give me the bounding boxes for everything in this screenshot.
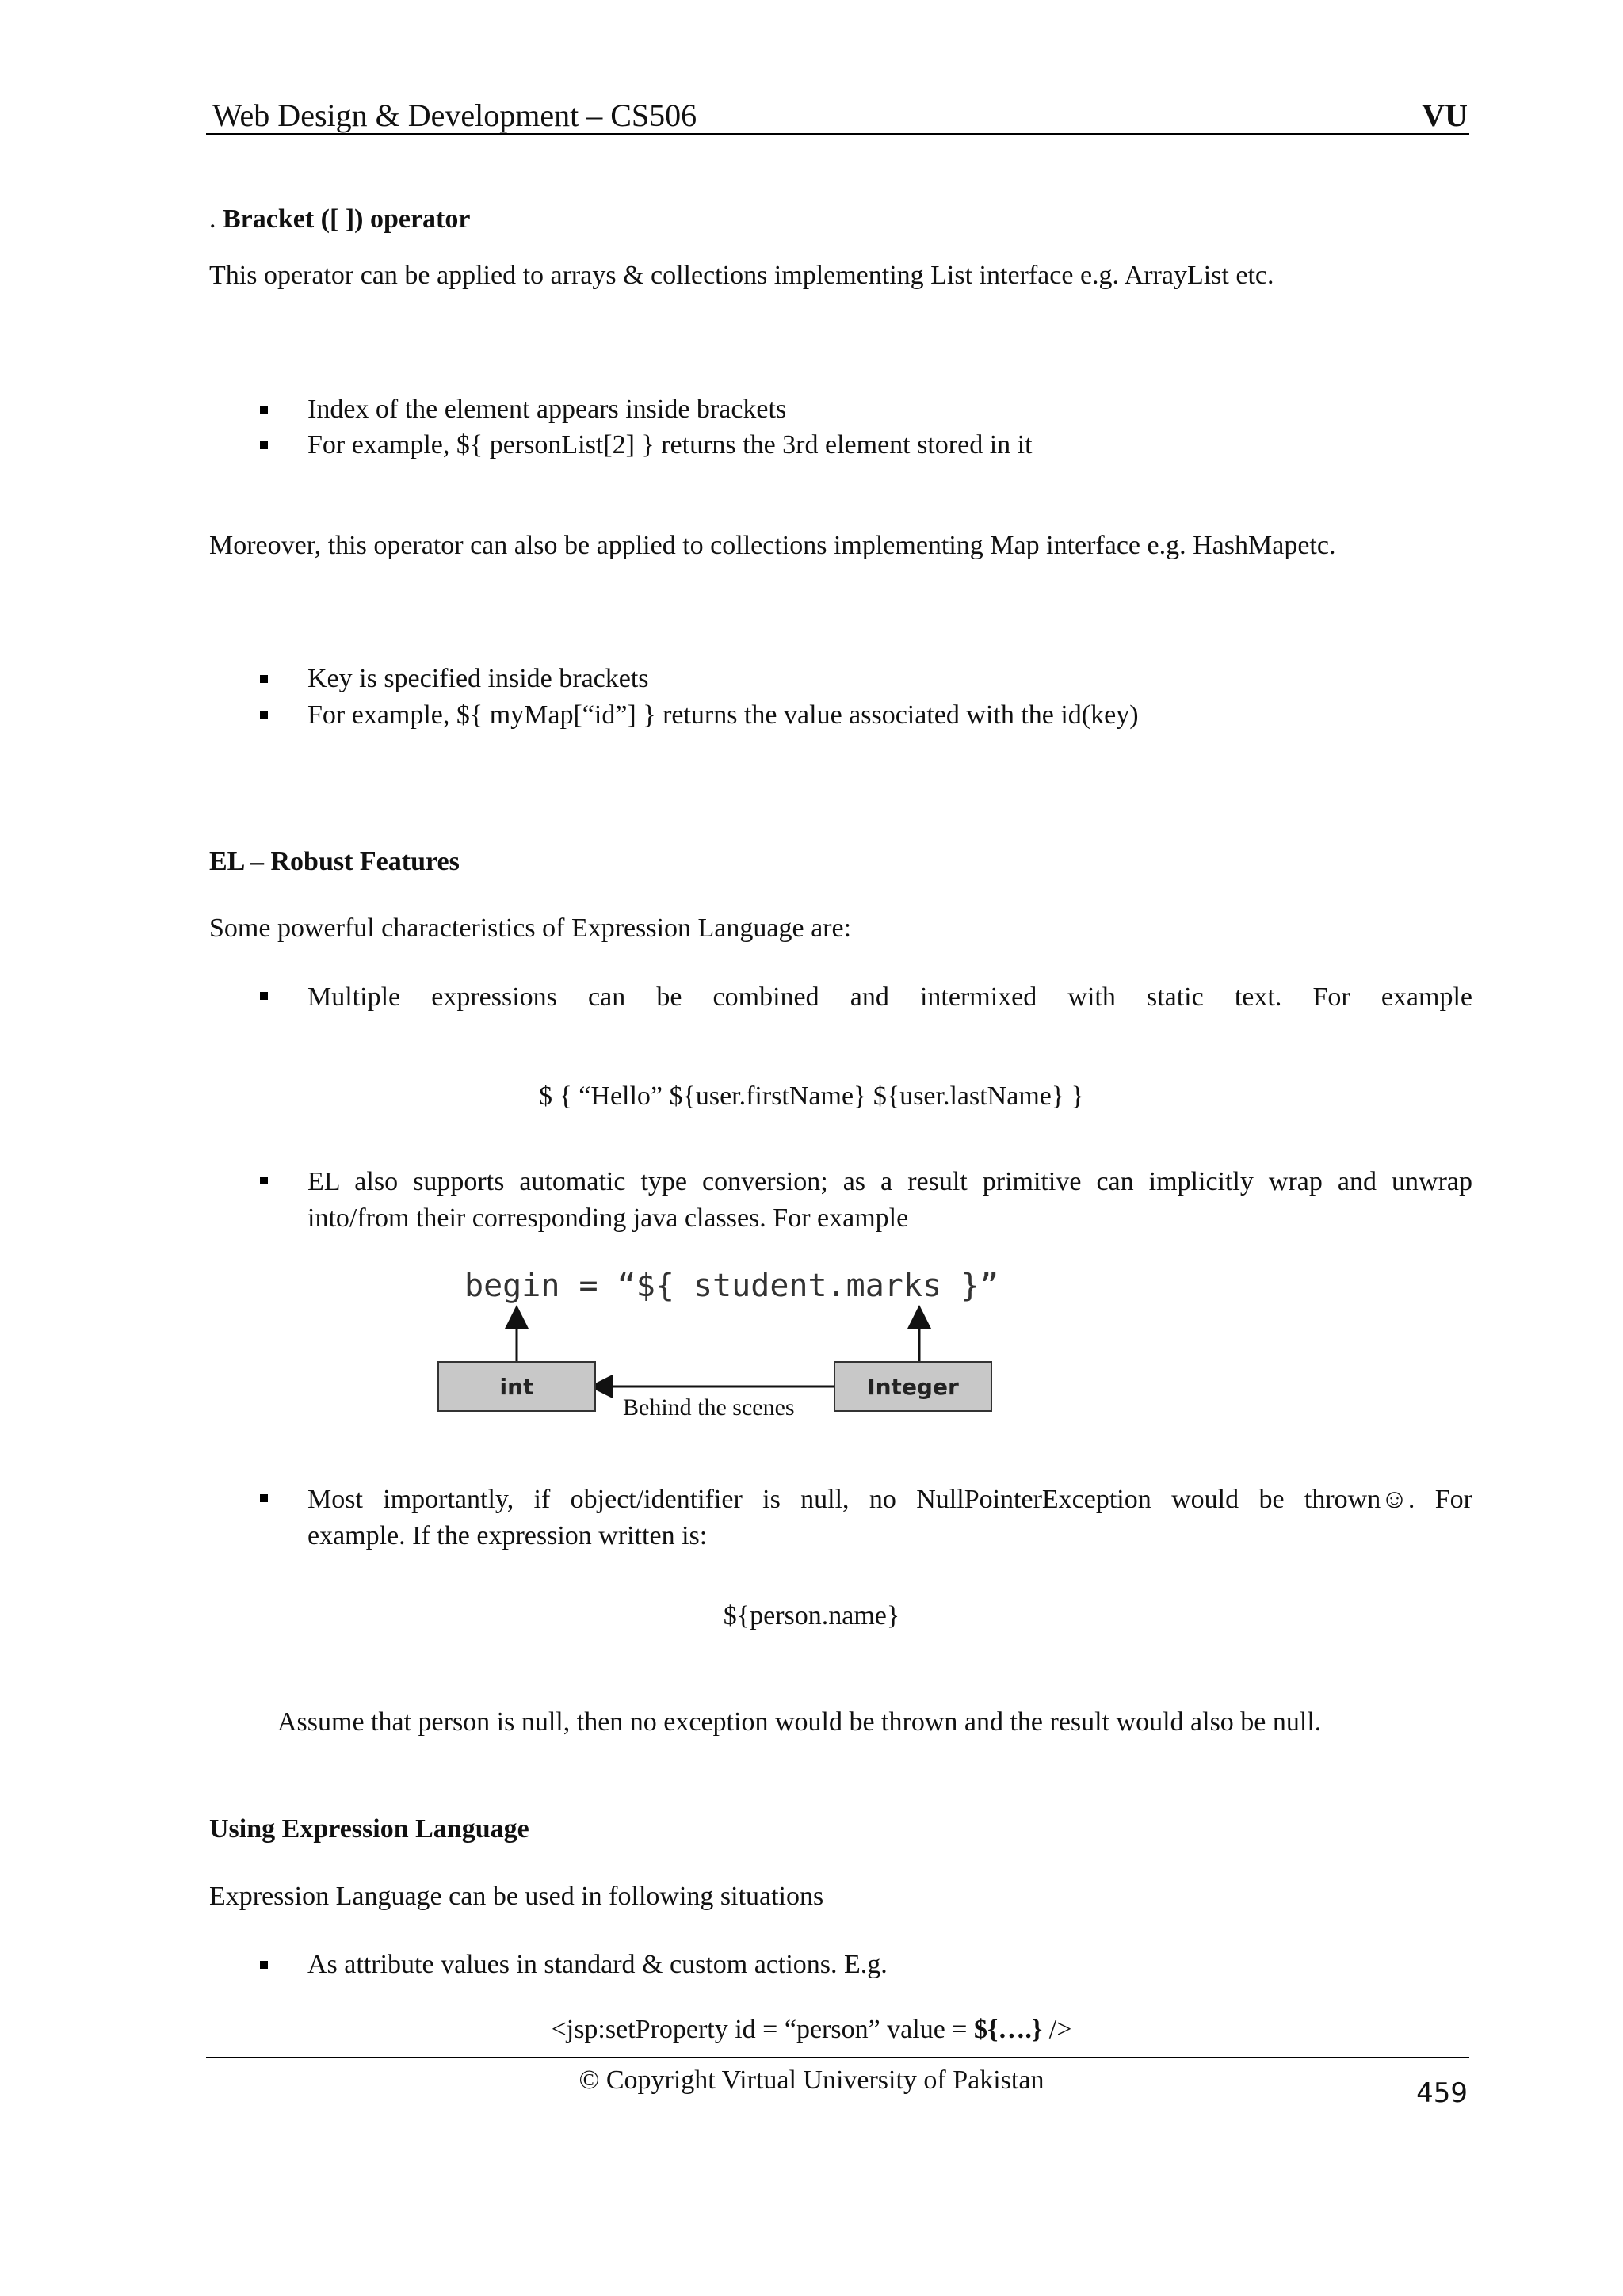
header-rule — [206, 133, 1469, 135]
paragraph-list-intro: This operator can be applied to arrays & collections implementing List interface e.g. ArrayList etc. — [209, 261, 1274, 290]
paragraph-robust-intro: Some powerful characteristics of Expression Language are: — [209, 913, 852, 943]
paragraph-using-intro: Expression Language can be used in following situations — [209, 1882, 824, 1911]
section-heading-using-el: Using Expression Language — [209, 1814, 529, 1844]
header-title: Web Design & Development – CS506 — [212, 97, 697, 133]
int-box: int — [437, 1361, 596, 1412]
bullet-marker — [260, 992, 268, 1000]
example-text: <jsp:setProperty id = “person” value = — [551, 2015, 974, 2044]
bullet-marker — [260, 1177, 268, 1184]
paragraph-map-intro: Moreover, this operator can also be applied to collections implementing Map interface e.g. HashMapetc. — [209, 531, 1336, 560]
paragraph-null-note: Assume that person is null, then no exception would be thrown and the result would also be null. — [277, 1707, 1322, 1737]
bullet-marker — [260, 441, 268, 449]
list-item-line: EL also supports automatic type conversion; as a result primitive can implicitly wrap and unwrap — [307, 1167, 1472, 1196]
bullet-marker — [260, 675, 268, 683]
section-heading-bracket — [209, 202, 470, 237]
type-conversion-diagram — [428, 1268, 1030, 1442]
header-org: VU — [1422, 97, 1468, 133]
bullet-marker — [260, 1961, 268, 1969]
list-item-line: into/from their corresponding java classes. For example — [307, 1203, 909, 1233]
list-item: Multiple expressions can be combined and intermixed with static text. For example — [307, 982, 1472, 1012]
bullet-marker — [260, 1494, 268, 1502]
diagram-code: begin = “${ student.marks }” — [464, 1268, 999, 1304]
page-number: 459 — [1416, 2077, 1468, 2109]
code-example-person: ${person.name} — [723, 1601, 900, 1630]
bullet-marker — [260, 406, 268, 414]
section-heading-robust: EL – Robust Features — [209, 847, 460, 876]
list-item: For example, ${ myMap[“id”] } returns the value associated with the id(key) — [307, 700, 1139, 730]
bullet-marker — [260, 711, 268, 719]
list-item-line: Most importantly, if object/identifier is null, no NullPointerException would be thrown☺. For — [307, 1485, 1472, 1514]
code-example-setproperty — [0, 2012, 1623, 2047]
list-item: For example, ${ personList[2] } returns the 3rd element stored in it — [307, 430, 1033, 460]
list-item: As attribute values in standard & custom actions. E.g. — [307, 1950, 888, 1979]
heading-dot: . — [209, 204, 216, 234]
arrow-label: Behind the scenes — [623, 1394, 795, 1421]
footer-copyright: © Copyright Virtual University of Pakistan — [579, 2065, 1044, 2095]
example-expression: ${….} — [974, 2015, 1043, 2044]
list-item: Index of the element appears inside brackets — [307, 395, 787, 424]
code-example-hello: $ { “Hello” ${user.firstName} ${user.lastName} } — [538, 1081, 1085, 1111]
heading-text: Bracket ([ ]) operator — [223, 204, 471, 234]
footer-rule — [206, 2057, 1469, 2058]
list-item-line: example. If the expression written is: — [307, 1521, 708, 1550]
list-item: Key is specified inside brackets — [307, 664, 649, 693]
integer-box: Integer — [834, 1361, 992, 1412]
example-text: /> — [1042, 2015, 1072, 2044]
